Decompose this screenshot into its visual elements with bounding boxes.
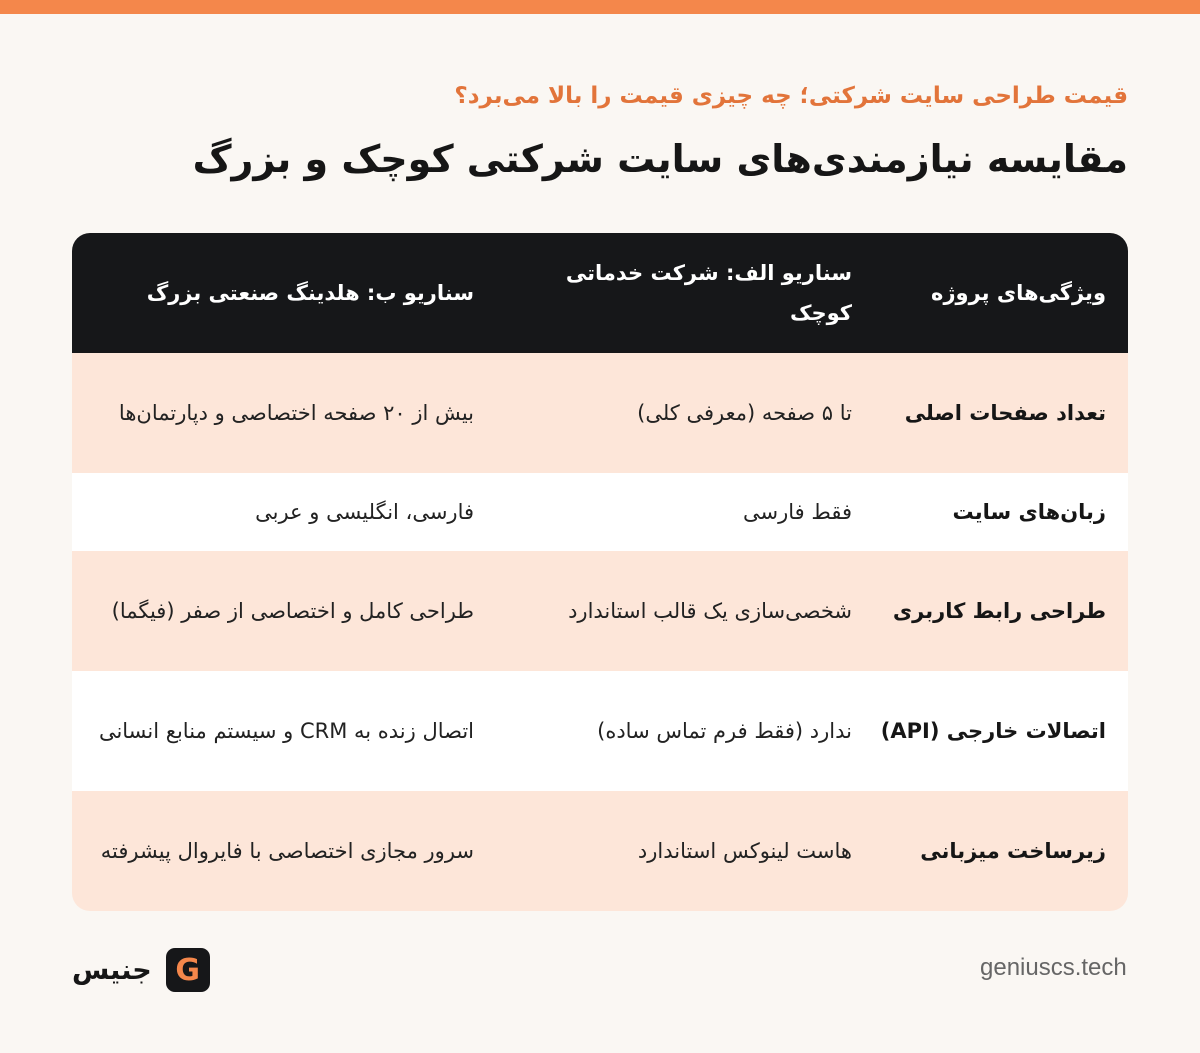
website-url: geniuscs.tech [980,954,1127,981]
table-row [72,551,1128,671]
brand-logo-lockup [72,946,210,994]
feature-cell: اتصالات خارجی (API) [880,719,1106,743]
table-row [72,671,1128,791]
feature-cell: زیرساخت میزبانی [920,839,1106,863]
page-header [72,78,1128,190]
top-accent-bar [0,0,1200,14]
table-row [72,353,1128,473]
table-row [72,791,1128,911]
scenario-a-cell: ندارد (فقط فرم تماس ساده) [597,719,852,743]
scenario-a-cell: فقط فارسی [743,500,852,524]
scenario-a-cell: هاست لینوکس استاندارد [637,839,852,863]
scenario-a-cell: شخصی‌سازی یک قالب استاندارد [568,599,852,623]
comparison-table [72,233,1128,911]
table-row [72,473,1128,551]
scenario-b-cell: طراحی کامل و اختصاصی از صفر (فیگما) [111,599,474,623]
column-header-features: ویژگی‌های پروژه [931,281,1106,305]
scenario-b-cell: اتصال زنده به CRM و سیستم منابع انسانی [98,719,474,743]
feature-cell: تعداد صفحات اصلی [904,401,1106,425]
scenario-b-cell: بیش از ۲۰ صفحه اختصاصی و دپارتمان‌ها [118,401,474,425]
table-header-row [72,233,1128,353]
feature-cell: طراحی رابط کاربری [892,599,1106,623]
scenario-b-cell: فارسی، انگلیسی و عربی [255,500,474,524]
page-title: مقایسه نیازمندی‌های سایت شرکتی کوچک و بزرگ [192,137,1128,181]
column-header-scenario-a: سناریو الف: شرکت خدماتی کوچک [565,261,852,325]
genius-logo-icon: G [166,948,210,992]
feature-cell: زبان‌های سایت [952,500,1106,524]
brand-name: جنیس [72,954,152,986]
column-header-scenario-b: سناریو ب: هلدینگ صنعتی بزرگ [146,281,474,305]
scenario-b-cell: سرور مجازی اختصاصی با فایروال پیشرفته [100,839,474,863]
page-subtitle: قیمت طراحی سایت شرکتی؛ چه چیزی قیمت را بالا می‌برد؟ [454,83,1128,109]
scenario-a-cell: تا ۵ صفحه (معرفی کلی) [637,401,852,425]
